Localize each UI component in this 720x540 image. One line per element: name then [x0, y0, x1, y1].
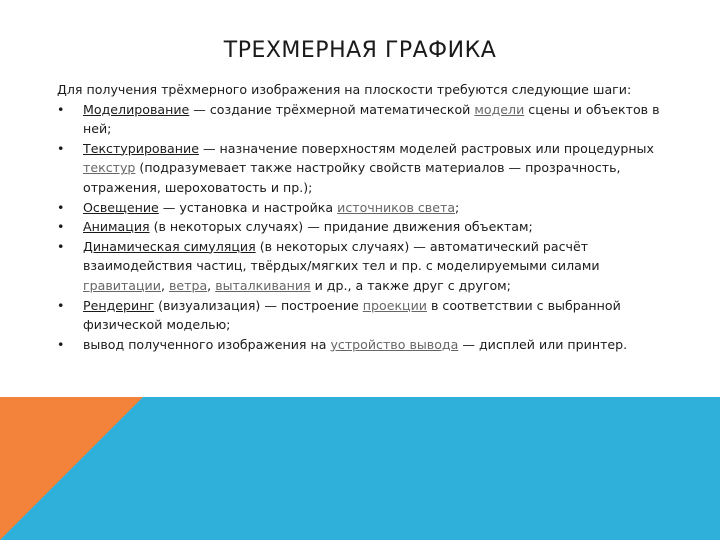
- list-item-texturing: [57, 139, 667, 198]
- term-modeling: Моделирование: [83, 101, 190, 117]
- link-output-device[interactable]: устройство вывода: [330, 336, 459, 352]
- list-item-lighting: [57, 198, 667, 218]
- bullet-icon: •: [57, 238, 65, 254]
- term-lighting: Освещение: [83, 199, 159, 215]
- link-texture[interactable]: текстур: [83, 160, 136, 176]
- bullet-icon: •: [57, 219, 65, 235]
- term-animation: Анимация: [83, 219, 150, 235]
- item-text: (в некоторых случаях) — автоматический расчёт взаимодействия частиц, твёрдых/мягких тел и пр. с моделируемыми силами: [83, 238, 600, 274]
- slide-title: ТРЕХМЕРНАЯ ГРАФИКА: [223, 38, 497, 63]
- bullet-icon: •: [57, 336, 65, 352]
- list-item-animation: [57, 217, 667, 237]
- item-separator: ,: [160, 277, 169, 293]
- item-text: (визуализация) — построение: [154, 297, 363, 313]
- item-text: (подразумевает также настройку свойств материалов — прозрачность, отражения, шероховатость и пр.);: [83, 160, 621, 195]
- bullet-icon: •: [57, 297, 65, 313]
- term-texturing: Текстурирование: [83, 140, 199, 156]
- link-model[interactable]: модели: [474, 101, 525, 117]
- term-rendering: Рендеринг: [83, 297, 155, 313]
- item-text: — установка и настройка: [158, 199, 338, 215]
- list-item-rendering: [57, 296, 667, 335]
- item-text: в соответствии с выбранной физической моделью;: [83, 297, 621, 333]
- item-text: (в некоторых случаях) — придание движения объектам;: [149, 219, 533, 235]
- link-buoyancy[interactable]: выталкивания: [215, 277, 311, 293]
- footer-triangle-orange: [0, 397, 143, 540]
- link-gravity[interactable]: гравитации: [83, 277, 161, 293]
- link-wind[interactable]: ветра: [168, 277, 208, 293]
- list-item-simulation: [57, 237, 667, 296]
- item-text: и др., а также друг с другом;: [310, 277, 511, 293]
- list-item-output: [57, 335, 667, 355]
- item-separator: ,: [207, 277, 216, 293]
- item-text: сцены и объектов в ней;: [83, 101, 660, 137]
- item-text: вывод полученного изображения на: [83, 336, 331, 352]
- link-light-sources[interactable]: источников света: [337, 199, 456, 215]
- item-text: — назначение поверхностям моделей растровых или процедурных: [198, 140, 654, 156]
- slide-body: [57, 80, 667, 354]
- bullet-icon: •: [57, 140, 65, 156]
- bullet-icon: •: [57, 101, 65, 117]
- link-projection[interactable]: проекции: [362, 297, 427, 313]
- list-item-modeling: [57, 100, 667, 139]
- intro-text: Для получения трёхмерного изображения на плоскости требуются следующие шаги:: [57, 82, 632, 97]
- steps-list: [57, 100, 667, 355]
- item-text: — создание трёхмерной математической: [189, 101, 475, 117]
- bullet-icon: •: [57, 199, 65, 215]
- item-text: — дисплей или принтер.: [458, 336, 628, 352]
- item-text: ;: [455, 199, 460, 215]
- term-simulation: Динамическая симуляция: [83, 238, 256, 254]
